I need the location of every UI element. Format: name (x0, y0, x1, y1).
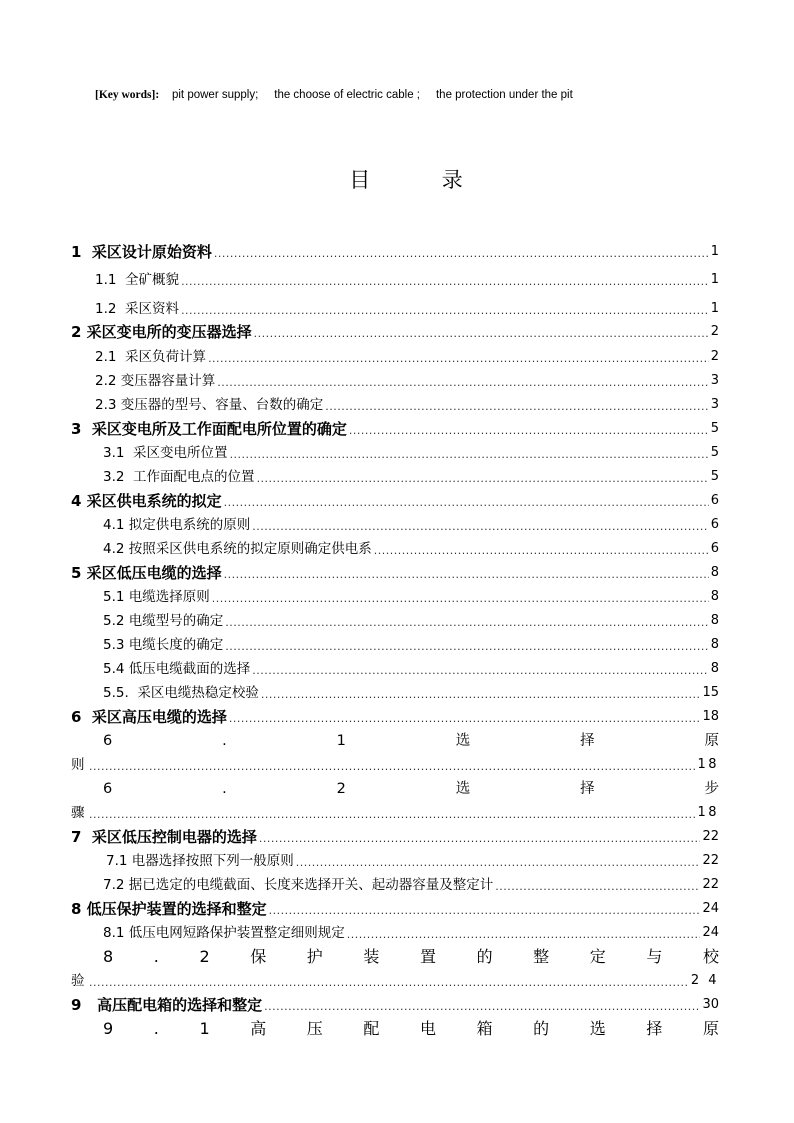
toc-char: . (222, 733, 227, 749)
toc-entry-4-2[interactable] (103, 537, 719, 559)
toc-entry-4-1[interactable] (103, 513, 719, 535)
toc-entry-2-2[interactable] (95, 369, 719, 391)
toc-entry-5-5[interactable] (103, 681, 719, 703)
keywords-line (95, 89, 573, 101)
toc-char: 6 (103, 781, 113, 797)
toc-leader (230, 447, 709, 463)
toc-char: 保 (250, 947, 267, 966)
toc-char: 步 (704, 781, 719, 797)
toc-entry-8[interactable] (71, 897, 719, 919)
toc-char: 1 (199, 1019, 210, 1038)
toc-entry-2[interactable] (71, 320, 719, 342)
toc-entry-page: 8 (710, 637, 719, 652)
toc-entry-8-2-spread[interactable] (103, 945, 719, 967)
toc-entry-page: 6 (710, 541, 719, 556)
toc-leader (224, 567, 709, 583)
toc-entry-4[interactable] (71, 489, 719, 511)
toc-entry-page: 1 (710, 272, 719, 287)
toc-entry-label: 8.1 低压电网短路保护装置整定细则规定 (103, 925, 345, 941)
toc-entry-label: 2.3 变压器的型号、容量、台数的确定 (95, 397, 324, 413)
toc-char: 择 (580, 781, 595, 797)
toc-entry-label: 2.2 变压器容量计算 (95, 373, 216, 389)
toc-entry-7[interactable] (71, 825, 719, 847)
toc-entry-page: 18 (697, 757, 719, 772)
toc-entry-6[interactable] (71, 705, 719, 727)
toc-leader (259, 831, 701, 847)
toc-char: 6 (103, 733, 113, 749)
toc-entry-1[interactable] (71, 240, 719, 262)
toc-leader (89, 975, 689, 991)
toc-char: 高 (250, 1019, 267, 1038)
toc-entry-label: 7 采区低压控制电器的选择 (71, 828, 257, 846)
toc-char: 配 (363, 1019, 380, 1038)
toc-leader (347, 927, 701, 943)
toc-char: 压 (306, 1019, 323, 1038)
toc-char: 置 (419, 947, 436, 966)
toc-char: 定 (589, 947, 606, 966)
toc-entry-label: 5.3 电缆长度的确定 (103, 637, 224, 653)
toc-leader (217, 375, 708, 391)
toc-entry-label: 5 采区低压电缆的选择 (71, 564, 222, 582)
toc-entry-1-1[interactable] (95, 268, 719, 290)
toc-entry-page: 5 (710, 445, 719, 460)
toc-char: 选 (455, 733, 471, 749)
toc-entry-label: 9 高压配电箱的选择和整定 (71, 996, 263, 1014)
toc-leader (212, 591, 709, 607)
toc-char: 2 (336, 781, 346, 797)
toc-entry-3-2[interactable] (103, 465, 719, 487)
toc-entry-page: 5 (710, 421, 719, 436)
toc-entry-2-1[interactable] (95, 345, 719, 367)
toc-entry-7-2[interactable] (103, 873, 719, 895)
toc-entry-label: 4.1 拟定供电系统的原则 (103, 517, 251, 533)
toc-char: 2 (199, 947, 210, 966)
toc-entry-5-3[interactable] (103, 633, 719, 655)
toc-char: 的 (476, 947, 493, 966)
toc-entry-label: 6 采区高压电缆的选择 (71, 708, 227, 726)
toc-char: 择 (646, 1019, 663, 1038)
toc-entry-page: 22 (702, 853, 719, 868)
toc-leader (257, 471, 709, 487)
toc-entry-page: 2 (710, 324, 719, 339)
toc-entry-5-1[interactable] (103, 585, 719, 607)
toc-entry-8-2-continuation[interactable] (71, 969, 719, 991)
toc-entry-page: 2 4 (690, 973, 719, 988)
keywords-text: pit power supply; the choose of electric cable ; the protection under the pit (159, 89, 573, 101)
toc-leader (325, 399, 708, 415)
toc-entry-9[interactable] (71, 993, 719, 1015)
toc-entry-page: 1 (710, 301, 719, 316)
toc-char: 选 (589, 1019, 606, 1038)
toc-char: 原 (702, 1019, 719, 1038)
toc-leader (374, 543, 709, 559)
toc-entry-label: 3.2 工作面配电点的位置 (103, 469, 255, 485)
toc-char: 整 (533, 947, 550, 966)
toc-char: 电 (419, 1019, 436, 1038)
toc-entry-page: 30 (702, 997, 719, 1012)
toc-entry-page: 18 (702, 709, 719, 724)
toc-char: 原 (704, 733, 719, 749)
toc-entry-page: 24 (702, 901, 719, 916)
toc-char: 与 (646, 947, 663, 966)
keywords-label: [Key words]: (95, 89, 160, 101)
toc-entry-page: 3 (710, 397, 719, 412)
toc-entry-label: 4.2 按照采区供电系统的拟定原则确定供电系 (103, 541, 372, 557)
toc-entry-label: 验 (71, 973, 87, 989)
toc-entry-5-4[interactable] (103, 657, 719, 679)
toc-entry-label: 8 低压保护装置的选择和整定 (71, 900, 267, 918)
toc-leader (495, 879, 700, 895)
toc-entry-label: 则 (71, 757, 87, 773)
toc-entry-8-1[interactable] (103, 921, 719, 943)
toc-leader (349, 423, 709, 439)
toc-entry-page: 5 (710, 469, 719, 484)
toc-entry-page: 2 (710, 349, 719, 364)
toc-entry-label: 1.1 全矿概貌 (95, 272, 180, 288)
toc-char: 9 (103, 1019, 114, 1038)
toc-char: 8 (103, 947, 114, 966)
toc-entry-3[interactable] (71, 417, 719, 439)
toc-leader (224, 495, 709, 511)
toc-entry-6-1-spread[interactable] (103, 729, 719, 751)
toc-leader (89, 759, 695, 775)
toc-leader (252, 663, 708, 679)
toc-entry-label: 1 采区设计原始资料 (71, 243, 212, 261)
toc-leader (225, 639, 708, 655)
toc-entry-label: 5.4 低压电缆截面的选择 (103, 661, 251, 677)
toc-char: . (153, 947, 159, 966)
toc-entry-5-2[interactable] (103, 609, 719, 631)
toc-entry-page: 1 (710, 244, 719, 259)
toc-entry-label: 2.1 采区负荷计算 (95, 349, 207, 365)
toc-entry-label: 2 采区变电所的变压器选择 (71, 323, 252, 341)
toc-leader (269, 903, 701, 919)
toc-char: . (222, 781, 227, 797)
toc-entry-page: 24 (702, 925, 719, 940)
toc-leader (252, 519, 708, 535)
toc-entry-page: 18 (697, 805, 719, 820)
toc-entry-1-2[interactable] (95, 297, 719, 319)
toc-entry-page: 8 (710, 613, 719, 628)
toc-leader (225, 615, 708, 631)
toc-entry-label: 5.5. 采区电缆热稳定校验 (103, 685, 259, 701)
toc-entry-page: 6 (710, 517, 719, 532)
toc-entry-page: 6 (710, 493, 719, 508)
toc-entry-6-2-spread[interactable] (103, 777, 719, 799)
toc-leader (261, 687, 701, 703)
toc-entry-page: 3 (710, 373, 719, 388)
toc-char: 择 (580, 733, 595, 749)
toc-entry-label: 7.2 据已选定的电缆截面、长度来选择开关、起动器容量及整定计 (103, 877, 494, 893)
toc-entry-label: 骤 (71, 805, 87, 821)
toc-char: 校 (702, 947, 719, 966)
toc-entry-label: 5.2 电缆型号的确定 (103, 613, 224, 629)
toc-leader (254, 326, 709, 342)
toc-entry-label: 5.1 电缆选择原则 (103, 589, 210, 605)
toc-entry-page: 8 (710, 661, 719, 676)
toc-char: 选 (455, 781, 471, 797)
toc-entry-3-1[interactable] (103, 441, 719, 463)
toc-leader (229, 711, 701, 727)
toc-leader (181, 274, 709, 290)
toc-leader (208, 351, 709, 367)
toc-entry-label: 4 采区供电系统的拟定 (71, 492, 222, 510)
toc-entry-6-1-continuation[interactable] (71, 753, 719, 775)
toc-entry-label: 7.1 电器选择按照下列一般原则 (106, 853, 294, 869)
toc-leader (264, 999, 700, 1015)
toc-entry-label: 3 采区变电所及工作面配电所位置的确定 (71, 420, 347, 438)
toc-leader (296, 855, 701, 871)
toc-title: 目 录 (349, 168, 465, 192)
toc-char: . (153, 1019, 159, 1038)
toc-char: 箱 (476, 1019, 493, 1038)
toc-char: 的 (533, 1019, 550, 1038)
toc-entry-page: 15 (702, 685, 719, 700)
toc-entry-page: 22 (702, 877, 719, 892)
toc-entry-5[interactable] (71, 561, 719, 583)
toc-leader (214, 246, 709, 262)
toc-entry-7-1[interactable] (106, 849, 719, 871)
toc-entry-page: 22 (702, 829, 719, 844)
toc-entry-2-3[interactable] (95, 393, 719, 415)
toc-leader (89, 807, 695, 823)
toc-entry-page: 8 (710, 589, 719, 604)
toc-entry-9-1-spread[interactable] (103, 1017, 719, 1039)
toc-entry-page: 8 (710, 565, 719, 580)
toc-entry-label: 1.2 采区资料 (95, 301, 180, 317)
toc-char: 1 (336, 733, 346, 749)
toc-leader (181, 303, 709, 319)
toc-char: 护 (306, 947, 323, 966)
toc-char: 装 (363, 947, 380, 966)
toc-entry-6-2-continuation[interactable] (71, 801, 719, 823)
toc-entry-label: 3.1 采区变电所位置 (103, 445, 228, 461)
